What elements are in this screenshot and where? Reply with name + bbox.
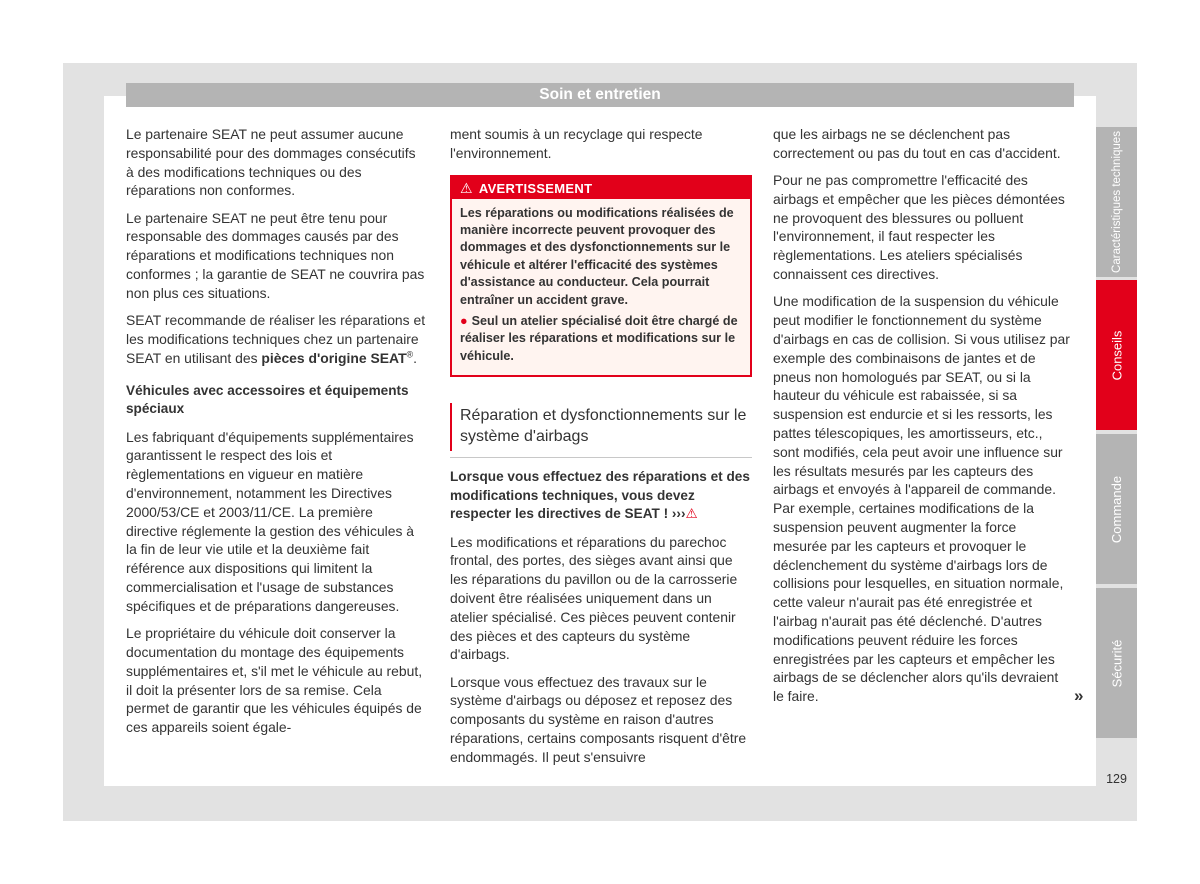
registered-mark: ® — [406, 349, 414, 360]
warning-bullet — [460, 313, 742, 365]
subheading: Véhicules avec accessoires et équipements spéciaux — [126, 382, 409, 417]
paragraph-end: . — [413, 349, 417, 366]
lead-paragraph — [450, 468, 752, 524]
paragraph: Lorsque vous effectuez des travaux sur le système d'airbags ou déposez et reposez des composants du système en raison d'autres réparations, certains composants risquent d'être endommagés. Il peut s'ensuivre — [450, 673, 747, 765]
column-2 — [450, 125, 752, 775]
paragraph: Le partenaire SEAT ne peut assumer aucune responsabilité pour des dommages consécutifs à des modifications techniques ou des réparations non conformes. — [126, 126, 416, 199]
column-3 — [773, 125, 1071, 714]
cross-reference-arrows[interactable]: ››› — [671, 506, 686, 522]
section-title: Réparation et dysfonctionnements sur le système d'airbags — [450, 403, 752, 451]
paragraph: Le partenaire SEAT ne peut être tenu pour responsable des dommages causés par des réparations et modifications techniques non conformes ; la garantie de SEAT ne couvrira pas non plus ces situations. — [126, 209, 425, 301]
paragraph-text: SEAT recommande de réaliser les réparations et les modifications techniques chez un partenaire SEAT en utilisant des — [126, 312, 426, 366]
tab-label: Sécurité — [1109, 639, 1125, 687]
paragraph: ment soumis à un recyclage qui respecte l'environnement. — [450, 126, 703, 161]
warning-box — [450, 175, 752, 378]
paragraph: Les modifications et réparations du parechoc frontal, des portes, des sièges avant ainsi que les réparations du pavillon ou de la carrosserie doivent être réalisées uniquement dans un atelier spécialisé. Ces pièces peuvent contenir des pièces et des capteurs du système d'airbags. — [450, 533, 738, 663]
paragraph: que les airbags ne se déclenchent pas correctement ou pas du tout en cas d'accident. — [773, 126, 1061, 161]
warning-text: Les réparations ou modifications réalisées de manière incorrecte peuvent provoquer des dommages et des dysfonctionnements sur le véhicule et altérer l'efficacité des systèmes d'assistance au conducteur. Cela pourrait entraîner un accident grave. — [460, 205, 734, 307]
tab-label: Conseils — [1109, 330, 1125, 380]
section-divider — [450, 457, 752, 458]
bold-term: pièces d'origine SEAT — [261, 349, 407, 366]
tab-label: Commande — [1109, 475, 1125, 543]
tab-label: Caractéristiques techniques — [1110, 131, 1123, 273]
paragraph: Le propriétaire du véhicule doit conserver la documentation du montage des équipements supplémentaires et, s'il met le véhicule au rebut, il doit la présenter lors de sa remise. Cela permet de garantir que les véhicules équipés de ces appareils soient égale- — [126, 625, 423, 736]
bullet-icon: ● — [460, 314, 468, 329]
warning-triangle-icon: ⚠ — [460, 179, 473, 196]
paragraph: Pour ne pas compromettre l'efficacité des airbags et empêcher que les pièces démontées ne provoquent des blessures ou polluent l'environnement, il faut respecter les règlementations. Les ateliers spécialisés connaissent ces directives. — [773, 172, 1065, 283]
warning-header — [452, 177, 750, 199]
tab-securite[interactable] — [1096, 588, 1137, 738]
lead-text: Lorsque vous effectuez des réparations et des modifications techniques, vous devez respecter les directives de SEAT ! — [450, 469, 750, 522]
tab-commande[interactable] — [1096, 434, 1137, 584]
paragraph — [126, 311, 426, 367]
tab-conseils[interactable] — [1096, 280, 1137, 430]
warning-reference-icon[interactable]: ⚠ — [685, 506, 698, 522]
warning-bullet-text: Seul un atelier spécialisé doit être chargé de réaliser les réparations et modifications sur le véhicule. — [460, 314, 738, 363]
page-header-title: Soin et entretien — [126, 83, 1074, 107]
warning-title: AVERTISSEMENT — [478, 180, 593, 196]
page-number: 129 — [1106, 772, 1127, 786]
continue-arrow-icon: » — [1074, 686, 1084, 705]
paragraph: Les fabriquant d'équipements supplémentaires garantissent le respect des lois et règlementations en vigueur en matière d'environnement, notamment les Directives 2000/53/CE et 2003/11/CE. La première directive réglemente la gestion des véhicules à la fin de leur vie utile et la deuxième fait référence aux dispositions qui limitent la commercialisation et l'usage de substances spécifiques et de préparations dangereuses. — [126, 428, 415, 614]
column-1 — [126, 125, 426, 745]
tab-caracteristiques-techniques[interactable] — [1096, 127, 1137, 277]
paragraph: Une modification de la suspension du véhicule peut modifier le fonctionnement du système d'airbags en cas de collision. Si vous utilisez par exemple des combinaisons de jantes et de pneus non homologués par SEAT, ou si la hauteur du véhicule est rabaissée, si sa suspension est endurcie et si les ressorts, les pattes télescopiques, les amortisseurs, etc., sont modifiés, cela peut avoir une influence sur les résultats mesurés par les capteurs des airbags et envoyés à l'appareil de commande. Par exemple, certaines modifications de la suspension peuvent augmenter la force mesurée par les capteurs et provoquer le déclenchement du système d'airbags lors de collisions pour lesquelles, en situation normale, cette valeur n'aurait pas été enregistrée et l'airbag n'aurait pas été déclenché. D'autres modifications peuvent réduire les forces enregistrées par les capteurs et empêcher les airbags de se déclencher alors qu'ils devraient le faire. — [773, 293, 1070, 705]
warning-body — [452, 199, 750, 376]
